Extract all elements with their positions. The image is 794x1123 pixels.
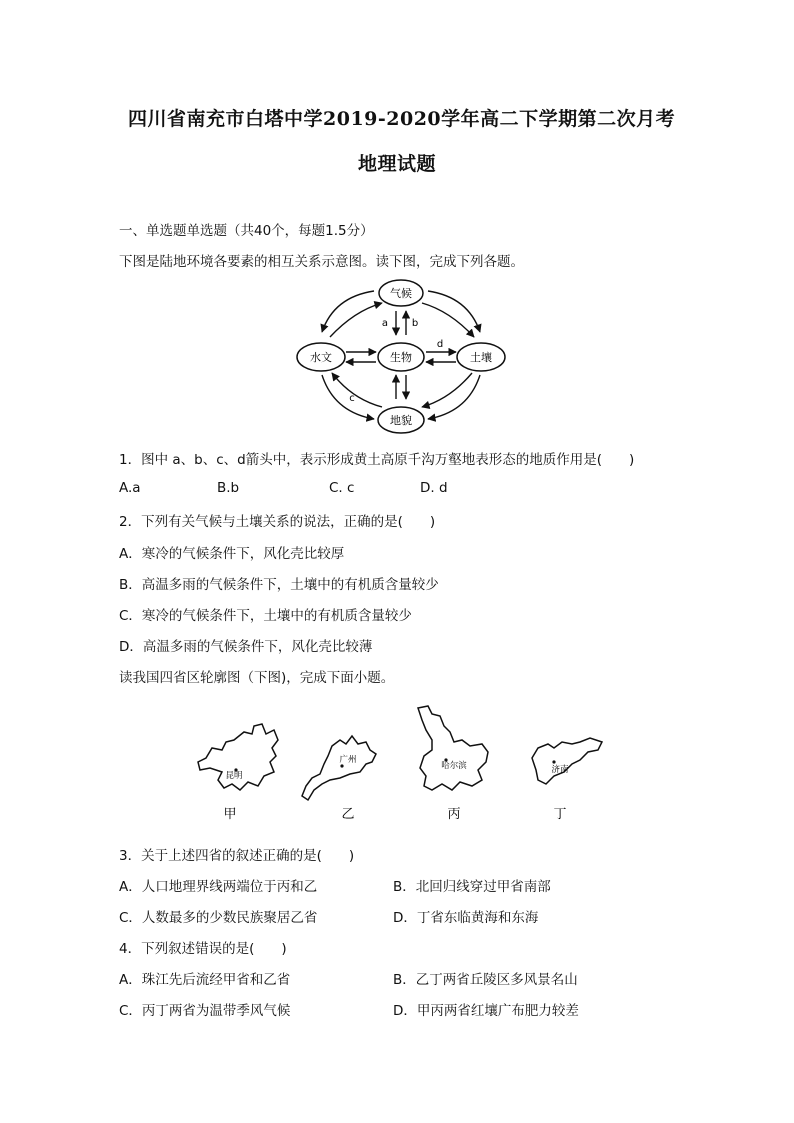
map-city-bing: 哈尔滨 <box>441 761 467 771</box>
arrow-label-b: b <box>411 318 419 329</box>
q2-option-b: B．高温多雨的气候条件下，土壤中的有机质含量较少 <box>119 577 439 593</box>
q3-option-b: B．北回归线穿过甲省南部 <box>393 879 551 895</box>
map-outline-ding <box>532 738 602 784</box>
q4-option-c: C．丙丁两省为温带季风气候 <box>119 1003 291 1019</box>
q1-option-a: A.a <box>119 480 141 496</box>
q1-option-d: D. d <box>420 480 448 496</box>
q1-option-c: C. c <box>329 480 355 496</box>
q4-option-a: A．珠江先后流经甲省和乙省 <box>119 972 291 988</box>
q2-option-c: C．寒冷的气候条件下，土壤中的有机质含量较少 <box>119 608 412 624</box>
map-label-bing: 丙 <box>447 807 461 822</box>
province-maps <box>182 700 622 830</box>
section-heading: 一、单选题单选题（共40个，每题1.5分） <box>119 223 374 239</box>
node-biology: 生物 <box>390 351 412 364</box>
map-label-ding: 丁 <box>553 807 567 822</box>
map-city-yi: 广州 <box>339 755 357 765</box>
q2-option-d: D．高温多雨的气候条件下，风化壳比较薄 <box>119 639 373 655</box>
q4-option-b: B．乙丁两省丘陵区多风景名山 <box>393 972 578 988</box>
arrow-label-a: a <box>381 318 389 329</box>
environment-relationship-diagram <box>282 277 522 437</box>
q3-stem: 3．关于上述四省的叙述正确的是( ) <box>119 848 355 864</box>
q3-option-a: A．人口地理界线两端位于丙和乙 <box>119 879 318 895</box>
q1-stem: 1．图中 a、b、c、d箭头中，表示形成黄土高原千沟万壑地表形态的地质作用是( ) <box>119 452 635 468</box>
arrow-label-d: d <box>436 339 444 350</box>
q2-option-a: A．寒冷的气候条件下，风化壳比较厚 <box>119 546 345 562</box>
map-city-ding: 济南 <box>551 765 569 775</box>
q4-stem: 4．下列叙述错误的是( ) <box>119 941 287 957</box>
map-outline-bing <box>418 706 488 790</box>
node-landform: 地貌 <box>390 414 412 427</box>
node-soil: 土壤 <box>470 351 492 364</box>
q3-option-d: D．丁省东临黄海和东海 <box>393 910 539 926</box>
map-label-jia: 甲 <box>223 807 237 822</box>
map-outline-yi <box>302 736 376 800</box>
page-title: 四川省南充市白塔中学2019-2020学年高二下学期第二次月考 <box>128 108 676 130</box>
map-city-jia: 昆明 <box>225 771 243 781</box>
arrow-label-c: c <box>349 393 355 404</box>
node-hydrology: 水文 <box>310 351 332 364</box>
q4-option-d: D．甲丙两省红壤广布肥力较差 <box>393 1003 579 1019</box>
q3-option-c: C．人数最多的少数民族聚居乙省 <box>119 910 318 926</box>
q1-option-b: B.b <box>217 480 240 496</box>
intro-text-1: 下图是陆地环境各要素的相互关系示意图。读下图，完成下列各题。 <box>119 254 524 270</box>
page-subtitle: 地理试题 <box>358 153 437 175</box>
q2-stem: 2．下列有关气候与土壤关系的说法，正确的是( ) <box>119 514 436 530</box>
map-label-yi: 乙 <box>341 807 355 822</box>
node-climate: 气候 <box>390 287 412 300</box>
intro-text-2: 读我国四省区轮廓图（下图)，完成下面小题。 <box>119 670 395 686</box>
